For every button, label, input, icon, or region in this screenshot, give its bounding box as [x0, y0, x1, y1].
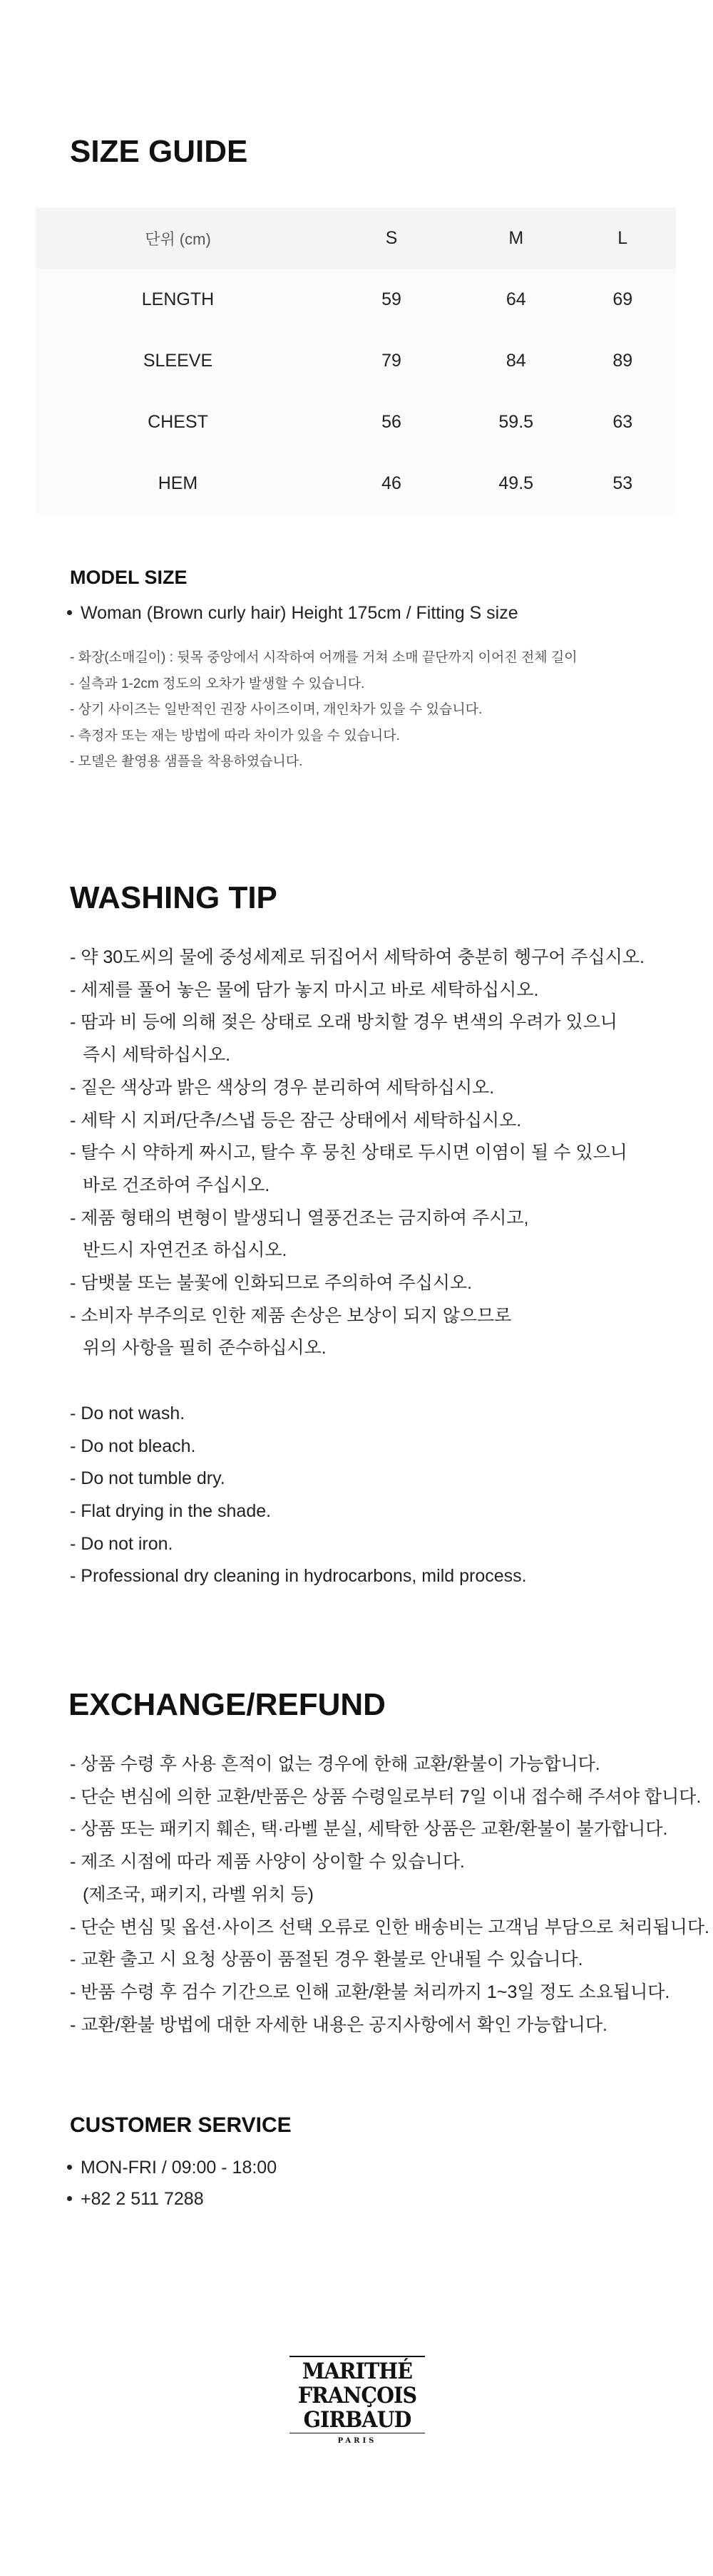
- size-value: 79: [381, 350, 401, 371]
- size-guide-title: SIZE GUIDE: [70, 134, 248, 169]
- measurement-label: HEM: [158, 473, 198, 493]
- customer-service-title: CUSTOMER SERVICE: [70, 2113, 292, 2137]
- table-row: [36, 330, 676, 391]
- list-item: - 세탁 시 지퍼/단추/스냅 등은 잠근 상태에서 세탁하십시오.: [70, 1110, 522, 1130]
- logo-city: PARIS: [337, 2437, 377, 2445]
- size-value: 63: [612, 411, 633, 432]
- logo-line-2: FRANÇOIS: [297, 2383, 417, 2408]
- list-item: - 소비자 부주의로 인한 제품 손상은 보상이 되지 않으므로: [70, 1305, 512, 1326]
- size-value: 56: [381, 411, 401, 432]
- measurement-label: CHEST: [148, 411, 208, 432]
- service-phone-text: +82 2 511 7288: [81, 2189, 204, 2209]
- list-item: - Do not iron.: [70, 1533, 173, 1554]
- size-value: 59: [381, 289, 401, 309]
- logo-rule: [289, 2356, 425, 2357]
- list-item: - 짙은 색상과 밝은 색상의 경우 분리하여 세탁하십시오.: [70, 1077, 495, 1098]
- list-item: - 교환/환불 방법에 대한 자세한 내용은 공지사항에서 확인 가능합니다.: [70, 2014, 607, 2035]
- list-item: - 상품 또는 패키지 훼손, 택·라벨 분실, 세탁한 상품은 교환/환불이 불가합니다.: [70, 1819, 668, 1840]
- list-item: 반드시 자연건조 하십시오.: [83, 1240, 287, 1261]
- list-item: - Do not wash.: [70, 1403, 185, 1423]
- size-m-header: M: [508, 227, 524, 248]
- list-item: - 세제를 풀어 놓은 물에 담가 놓지 마시고 바로 세탁하십시오.: [70, 979, 539, 1000]
- bullet-icon: [67, 2165, 72, 2170]
- table-row: [36, 453, 676, 514]
- model-size-text: Woman (Brown curly hair) Height 175cm / Fitting S size: [81, 603, 518, 623]
- unit-header: 단위 (cm): [145, 230, 211, 248]
- list-item: - 교환 출고 시 요청 상품이 품절된 경우 환불로 안내될 수 있습니다.: [70, 1949, 583, 1970]
- list-item: - 제조 시점에 따라 제품 사양이 상이할 수 있습니다.: [70, 1852, 465, 1872]
- size-value: 59.5: [498, 411, 534, 432]
- size-value: 53: [612, 473, 633, 493]
- list-item: - 화장(소매길이) : 뒷목 중앙에서 시작하여 어깨를 거쳐 소매 끝단까지 이어진 전체 길이: [70, 650, 578, 665]
- list-item: - 땀과 비 등에 의해 젖은 상태로 오래 방치할 경우 변색의 우려가 있으니: [70, 1012, 617, 1033]
- size-value: 89: [612, 350, 633, 371]
- measurement-label: SLEEVE: [143, 350, 213, 371]
- model-size-info: [66, 603, 518, 624]
- list-item: - 상기 사이즈는 일반적인 권장 사이즈이며, 개인차가 있을 수 있습니다.: [70, 702, 483, 717]
- size-l-header: L: [617, 227, 628, 248]
- table-row: [36, 391, 676, 453]
- list-item: - 단순 변심 및 옵션·사이즈 선택 오류로 인한 배송비는 고객님 부담으로 처리됩니다.: [70, 1917, 709, 1937]
- washing-tip-title: WASHING TIP: [70, 880, 277, 915]
- list-item: - 담뱃불 또는 불꽃에 인화되므로 주의하여 주십시오.: [70, 1273, 473, 1294]
- brand-logo: [289, 2356, 425, 2450]
- list-item: - 상품 수령 후 사용 흔적이 없는 경우에 한해 교환/환불이 가능합니다.: [70, 1754, 600, 1774]
- list-item: 위의 사항을 필히 준수하십시오.: [83, 1338, 327, 1359]
- list-item: - 단순 변심에 의한 교환/반품은 상품 수령일로부터 7일 이내 접수해 주셔야 합니다.: [70, 1786, 702, 1807]
- bullet-icon: [67, 2196, 72, 2201]
- exchange-refund-list: [70, 1748, 709, 2041]
- list-spacer: [70, 1365, 645, 1398]
- list-item: - 모델은 촬영용 샘플을 착용하였습니다.: [70, 754, 303, 769]
- size-value: 46: [381, 473, 401, 493]
- size-value: 64: [506, 289, 526, 309]
- list-item: - Flat drying in the shade.: [70, 1500, 272, 1521]
- list-item: - 약 30도씨의 물에 중성세제로 뒤집어서 세탁하여 충분히 헹구어 주십시오.: [70, 947, 645, 967]
- size-value: 84: [506, 350, 526, 371]
- list-item: - 반품 수령 후 검수 기간으로 인해 교환/환불 처리까지 1~3일 정도 소요됩니다.: [70, 1982, 670, 2002]
- list-item: 즉시 세탁하십시오.: [83, 1045, 231, 1066]
- size-value: 69: [612, 289, 633, 309]
- list-item: - Professional dry cleaning in hydrocarbons, mild process.: [70, 1566, 527, 1587]
- list-item: - 측정자 또는 재는 방법에 따라 차이가 있을 수 있습니다.: [70, 728, 400, 743]
- logo-line-1: MARITHÉ: [302, 2359, 413, 2384]
- table-row: [36, 269, 676, 330]
- exchange-refund-title: EXCHANGE/REFUND: [68, 1687, 386, 1722]
- size-value: 49.5: [498, 473, 534, 493]
- list-item: - 제품 형태의 변형이 발생되니 열풍건조는 금지하여 주시고,: [70, 1207, 529, 1228]
- list-item: (제조국, 패키지, 라벨 위치 등): [83, 1884, 314, 1905]
- size-table: [36, 207, 676, 514]
- list-item: - Do not tumble dry.: [70, 1468, 225, 1489]
- bullet-icon: [67, 610, 72, 615]
- list-item: - 탈수 시 약하게 짜시고, 탈수 후 뭉친 상태로 두시면 이염이 될 수 있으니: [70, 1143, 627, 1163]
- size-s-header: S: [385, 227, 398, 248]
- measurement-label: LENGTH: [141, 289, 215, 309]
- washing-tip-list: [70, 942, 645, 1593]
- list-item: 바로 건조하여 주십시오.: [83, 1175, 270, 1195]
- logo-line-3: GIRBAUD: [303, 2407, 411, 2433]
- size-table-header-row: [36, 207, 676, 269]
- size-notes-list: [70, 645, 578, 776]
- model-size-title: MODEL SIZE: [70, 567, 188, 588]
- list-item: - 실측과 1-2cm 정도의 오차가 발생할 수 있습니다.: [70, 676, 365, 691]
- service-hours: [66, 2158, 277, 2178]
- service-phone: [66, 2189, 204, 2210]
- service-hours-text: MON-FRI / 09:00 - 18:00: [81, 2158, 277, 2178]
- list-item: - Do not bleach.: [70, 1436, 196, 1456]
